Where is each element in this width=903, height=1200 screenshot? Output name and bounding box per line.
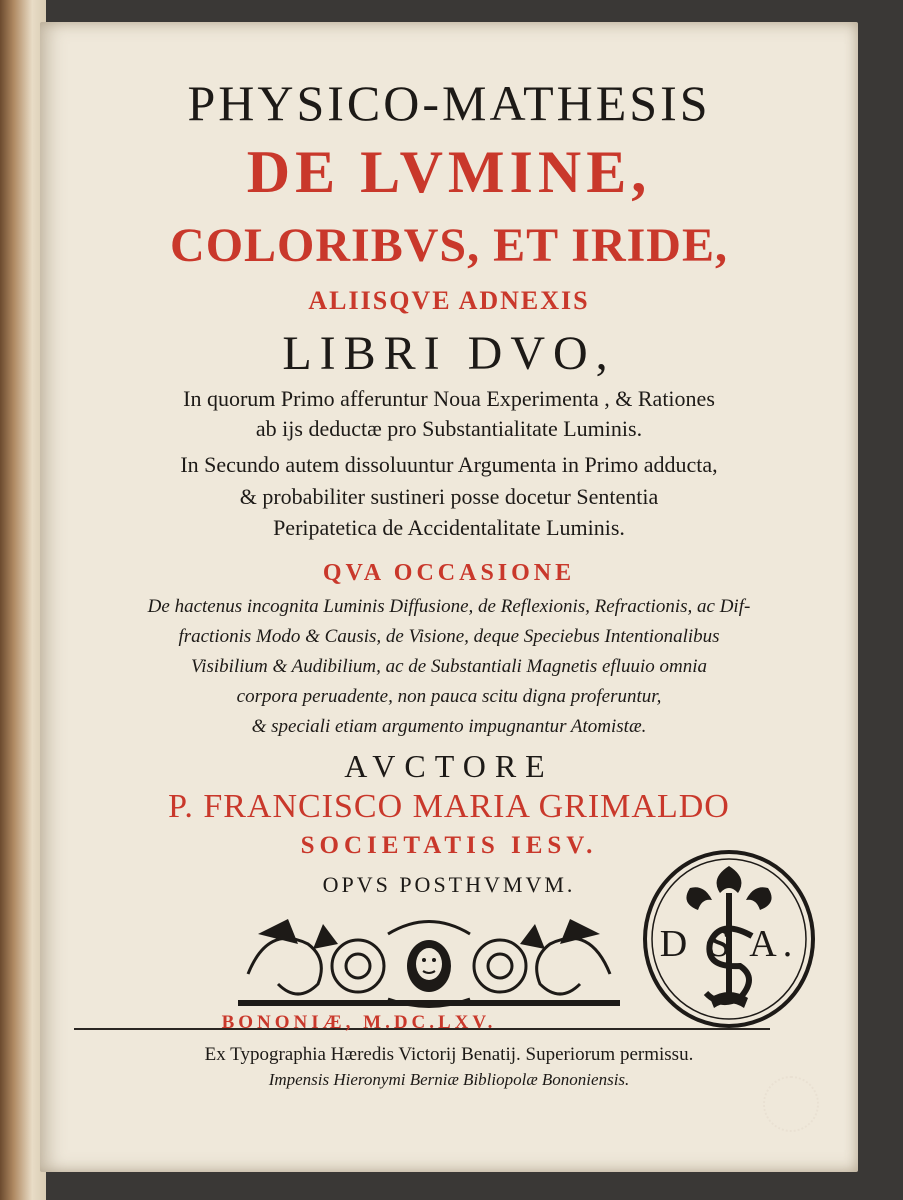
work-note: OPVS POSTHVMVM.: [322, 872, 576, 897]
description-line-3: In Secundo autem dissoluuntur Argumenta in Primo adducta,: [180, 452, 718, 477]
imprint-place-date: BONONIÆ, M.DC.LXV.: [221, 1012, 497, 1033]
occasion-line-1: De hactenus incognita Luminis Diffusione, de Reflexionis, Refractionis, ac Dif-: [147, 596, 751, 617]
title-page: [40, 22, 858, 1172]
title-line-4: ALIISQVE ADNEXIS: [308, 286, 590, 315]
stamp-letters: D S A.: [659, 923, 799, 965]
author-label: AVCTORE: [344, 748, 554, 784]
printers-ornament: [238, 914, 620, 1010]
title-line-2: DE LVMINE,: [246, 139, 652, 205]
title-line-5: LIBRI DVO,: [282, 327, 616, 380]
description-line-5: Peripatetica de Accidentalitate Luminis.: [273, 515, 625, 540]
title-line-3: COLORIBVS, ET IRIDE,: [170, 219, 728, 272]
occasion-line-2: fractionis Modo & Causis, de Visione, deque Speciebus Intentionalibus: [178, 626, 720, 647]
imprint-expense: Impensis Hieronymi Berniæ Bibliopolæ Bononiensis.: [268, 1070, 630, 1089]
occasion-line-4: corpora peruadente, non pauca scitu digna proferuntur,: [236, 686, 662, 707]
author-name: P. FRANCISCO MARIA GRIMALDO: [168, 788, 730, 825]
imprint-printer: Ex Typographia Hæredis Victorij Benatij. Superiorum permissu.: [204, 1044, 694, 1065]
description-line-1: In quorum Primo afferuntur Noua Experimenta , & Rationes: [183, 386, 715, 411]
author-society: SOCIETATIS IESV.: [300, 832, 598, 859]
occasion-heading: QVA OCCASIONE: [322, 560, 576, 586]
blind-stamp: [763, 1076, 819, 1132]
title-line-1: PHYSICO-MATHESIS: [187, 75, 711, 131]
occasion-line-3: Visibilium & Audibilium, ac de Substantiali Magnetis efluuio omnia: [191, 656, 707, 677]
description-line-4: & probabiliter sustineri posse docetur Sententia: [239, 484, 659, 509]
library-stamp: [640, 848, 818, 1030]
description-line-2: ab ijs deductæ pro Substantialitate Luminis.: [255, 416, 643, 441]
occasion-line-5: & speciali etiam argumento impugnantur Atomistæ.: [251, 716, 647, 737]
